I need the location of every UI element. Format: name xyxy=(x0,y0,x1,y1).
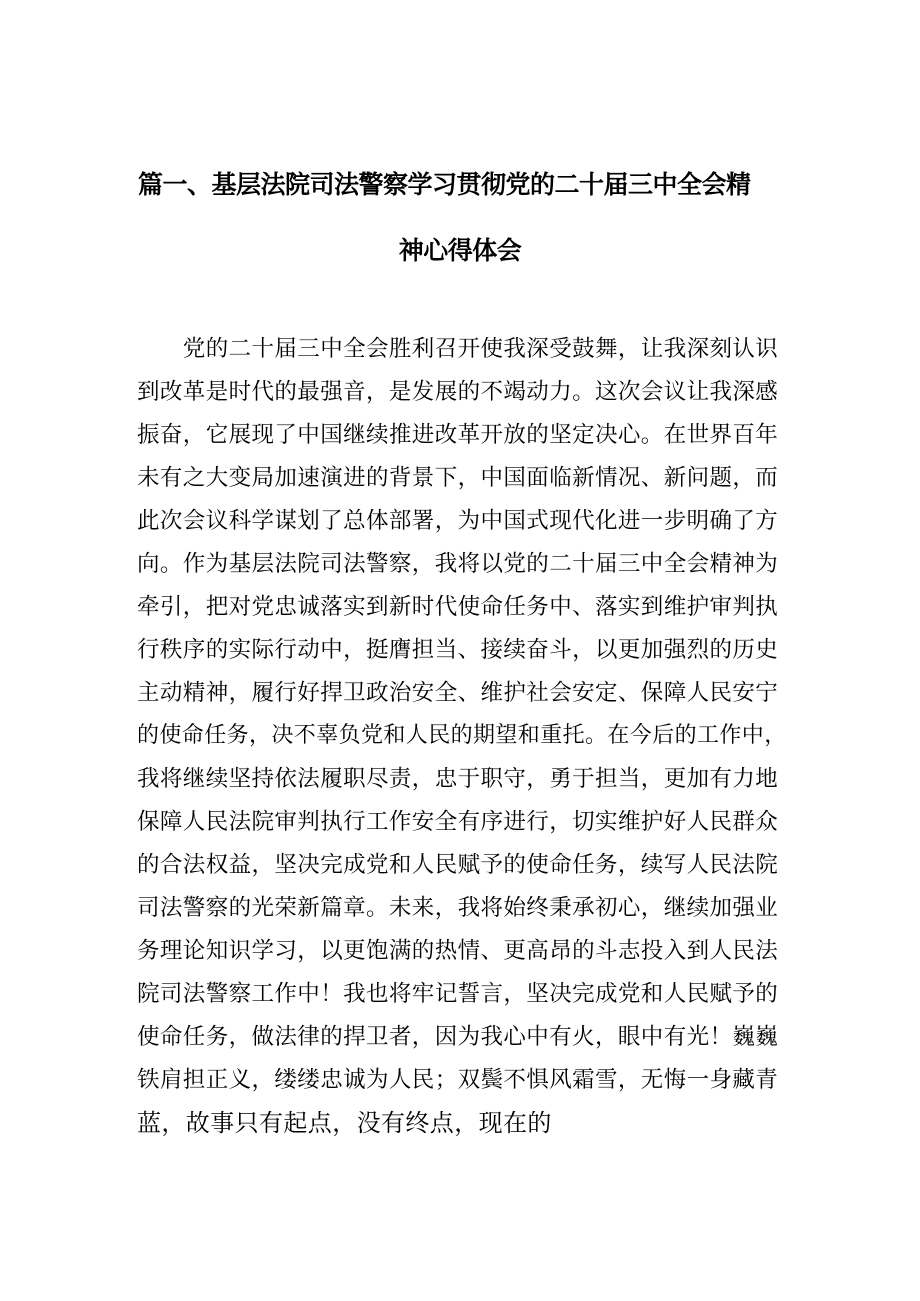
paragraph-line: 蓝，故事只有起点，没有终点，现在的 xyxy=(137,1109,552,1137)
paragraph-line: 铁肩担正义，缕缕忠诚为人民；双鬓不惧风霜雪，无悔一身藏青 xyxy=(137,1067,779,1093)
paragraph-line: 我将继续坚持依法履职尽责，忠于职守，勇于担当，更加有力地 xyxy=(137,766,779,792)
paragraph-line: 务理论知识学习，以更饱满的热情、更高昂的斗志投入到人民法 xyxy=(137,938,779,964)
paragraph-line: 振奋，它展现了中国继续推进改革开放的坚定决心。在世界百年 xyxy=(137,422,779,448)
paragraph-line: 的使命任务，决不辜负党和人民的期望和重托。在今后的工作中， xyxy=(137,723,787,748)
paragraph-line: 行秩序的实际行动中，挺膺担当、接续奋斗，以更加强烈的历史 xyxy=(137,637,779,663)
paragraph-line: 向。作为基层法院司法警察，我将以党的二十届三中全会精神为 xyxy=(137,551,779,577)
paragraph-line: 党的二十届三中全会胜利召开使我深受鼓舞，让我深刻认识 xyxy=(137,336,779,362)
paragraph-line: 的合法权益，坚决完成党和人民赋予的使命任务，续写人民法院 xyxy=(137,852,779,878)
paragraph-line: 牵引，把对党忠诚落实到新时代使命任务中、落实到维护审判执 xyxy=(137,594,779,620)
paragraph-line: 保障人民法院审判执行工作安全有序进行，切实维护好人民群众 xyxy=(137,809,779,835)
paragraph-line: 到改革是时代的最强音，是发展的不竭动力。这次会议让我深感 xyxy=(137,379,779,405)
paragraph-line: 此次会议科学谋划了总体部署，为中国式现代化进一步明确了方 xyxy=(137,508,779,534)
paragraph-line: 司法警察的光荣新篇章。未来，我将始终秉承初心，继续加强业 xyxy=(137,895,779,921)
paragraph-line: 主动精神，履行好捍卫政治安全、维护社会安定、保障人民安宁 xyxy=(137,680,779,706)
paragraph-line: 院司法警察工作中！我也将牢记誓言，坚决完成党和人民赋予的 xyxy=(137,981,779,1007)
paragraph-line: 使命任务，做法律的捍卫者，因为我心中有火，眼中有光！巍巍 xyxy=(137,1024,779,1050)
paragraph-line: 未有之大变局加速演进的背景下，中国面临新情况、新问题，而 xyxy=(137,465,779,491)
document-title-line-1: 篇一、基层法院司法警察学习贯彻党的二十届三中全会精 xyxy=(138,170,751,199)
document-title-line-2: 神心得体会 xyxy=(398,236,522,265)
